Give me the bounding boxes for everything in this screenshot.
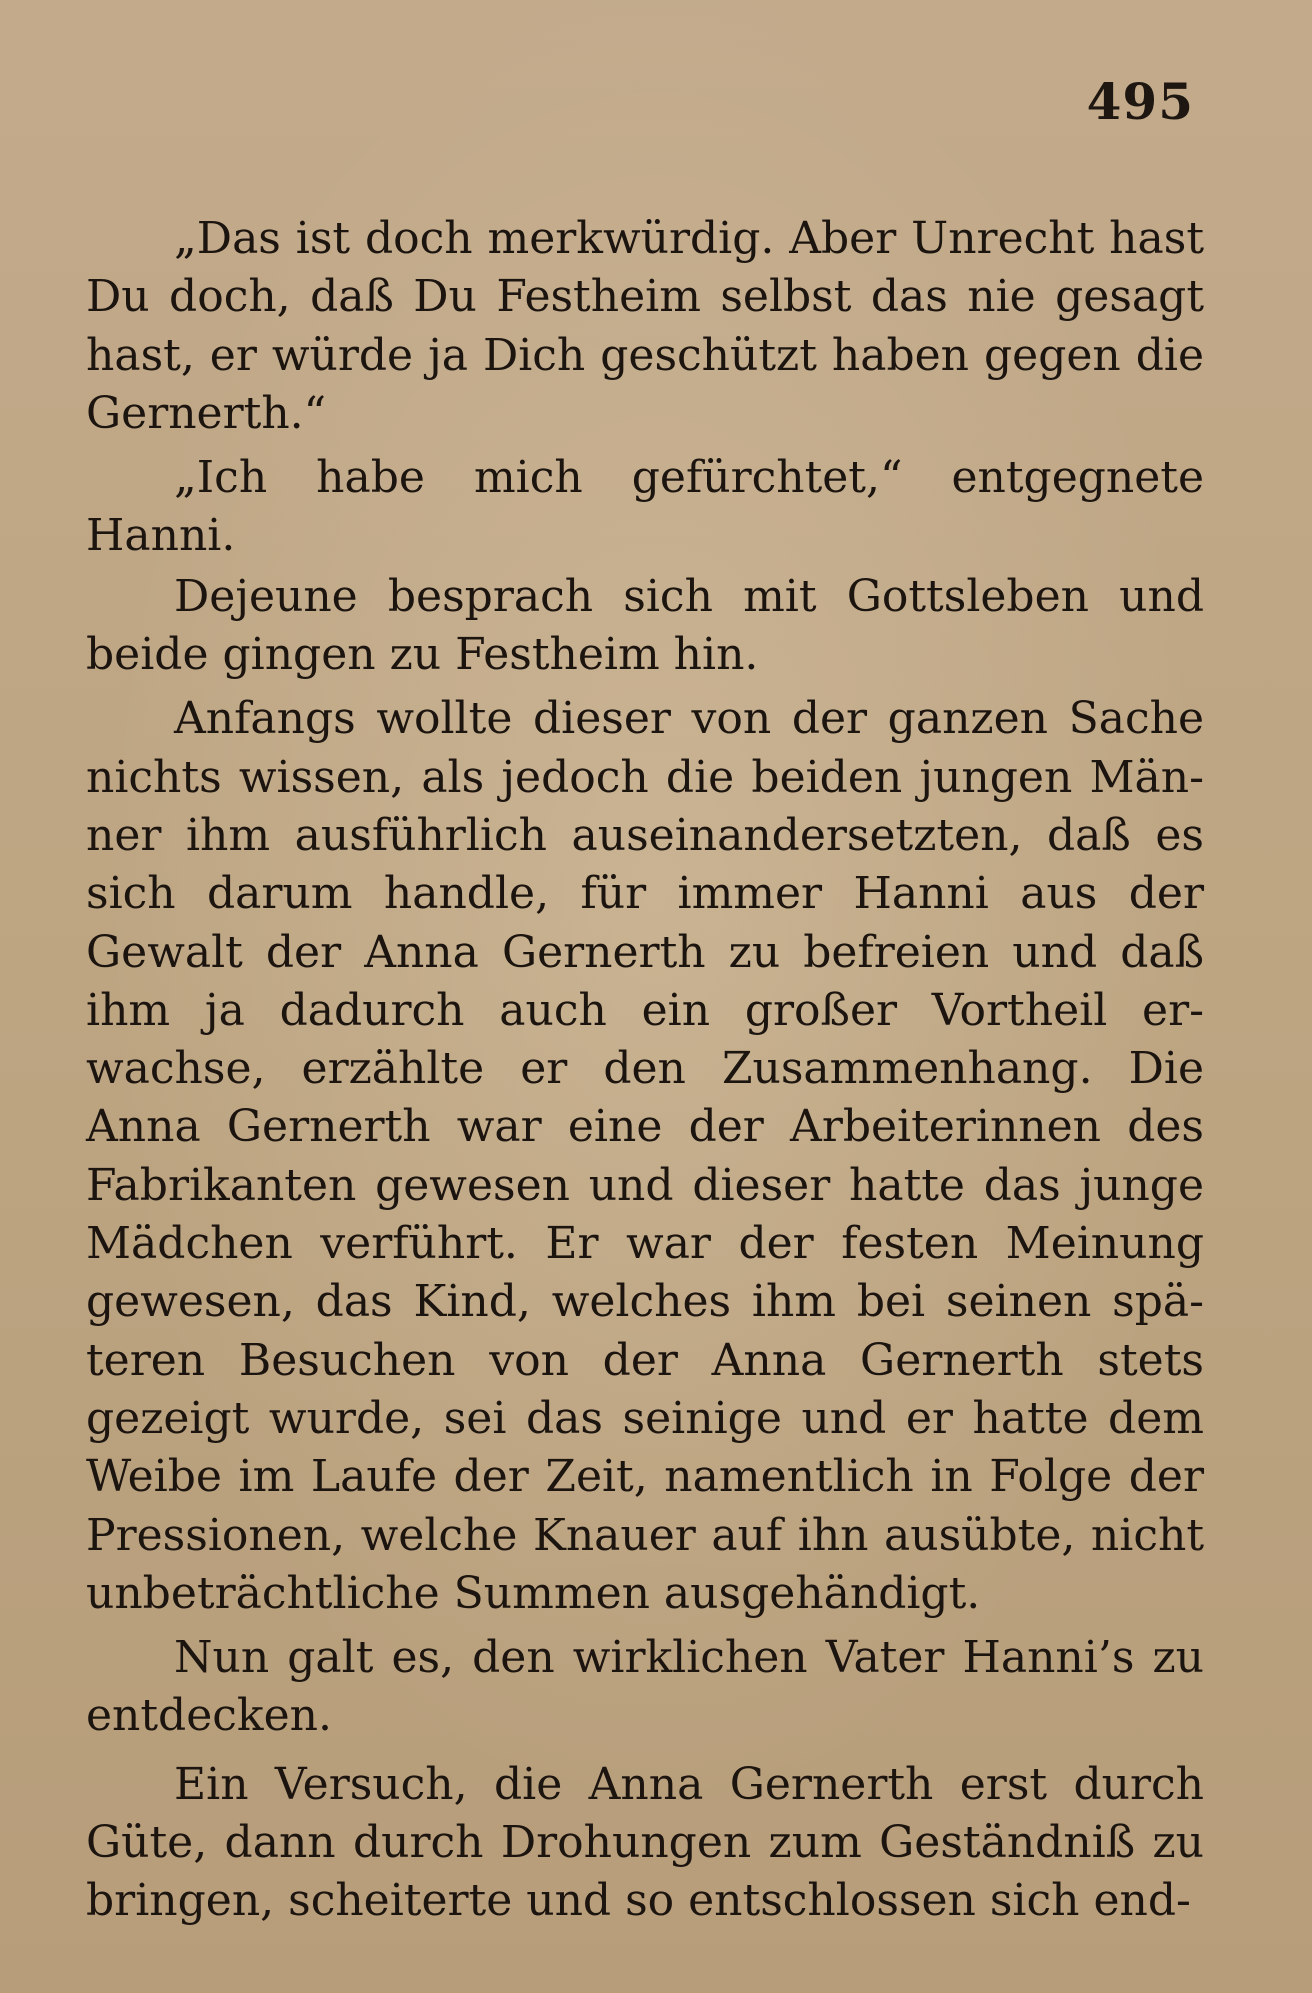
paragraph-2: „Ich habe mich gefürchtet,“ entgegnete Hanni. xyxy=(86,452,1204,562)
paragraph-6: Ein Versuch, die Anna Gernerth erst durch Güte, dann durch Drohungen zum Geständniß zu bringen, scheiterte und so entschlossen sich end- xyxy=(86,1758,1204,1927)
body-text xyxy=(86,210,1204,1937)
paragraph-4: Anfangs wollte dieser von der ganzen Sache nichts wissen, als jedoch die beiden jungen Männer ihm ausführlich auseinandersetzten, daß es sich darum handle, für immer Hanni aus der Gewalt der Anna Gernerth zu befreien und daß ihm ja dadurch auch ein großer Vortheil erwachse, erzählte er den Zusammenhang. Die Anna Gernerth war eine der Arbeiterinnen des Fabrikanten gewesen und dieser hatte das junge Mädchen verführt. Er war der festen Meinung gewesen, das Kind, welches ihm bei seinen späteren Besuchen von der Anna Gernerth stets gezeigt wurde, sei das seinige und er hatte dem Weibe im Laufe der Zeit, namentlich in Folge der Pressionen, welche Knauer auf ihn ausübte, nicht unbeträchtliche Summen ausgehändigt. xyxy=(86,693,1204,1619)
page-number: 495 xyxy=(1086,72,1194,131)
paragraph-3: Dejeune besprach sich mit Gottsleben und beide gingen zu Festheim hin. xyxy=(86,570,1204,681)
paragraph-5: Nun galt es, den wirklichen Vater Hanni’s zu entdecken. xyxy=(86,1632,1204,1742)
paragraph-1: „Das ist doch merkwürdig. Aber Unrecht hast Du doch, daß Du Festheim selbst das nie gesagt hast, er würde ja Dich geschützt haben gegen die Gernerth.“ xyxy=(86,213,1204,439)
